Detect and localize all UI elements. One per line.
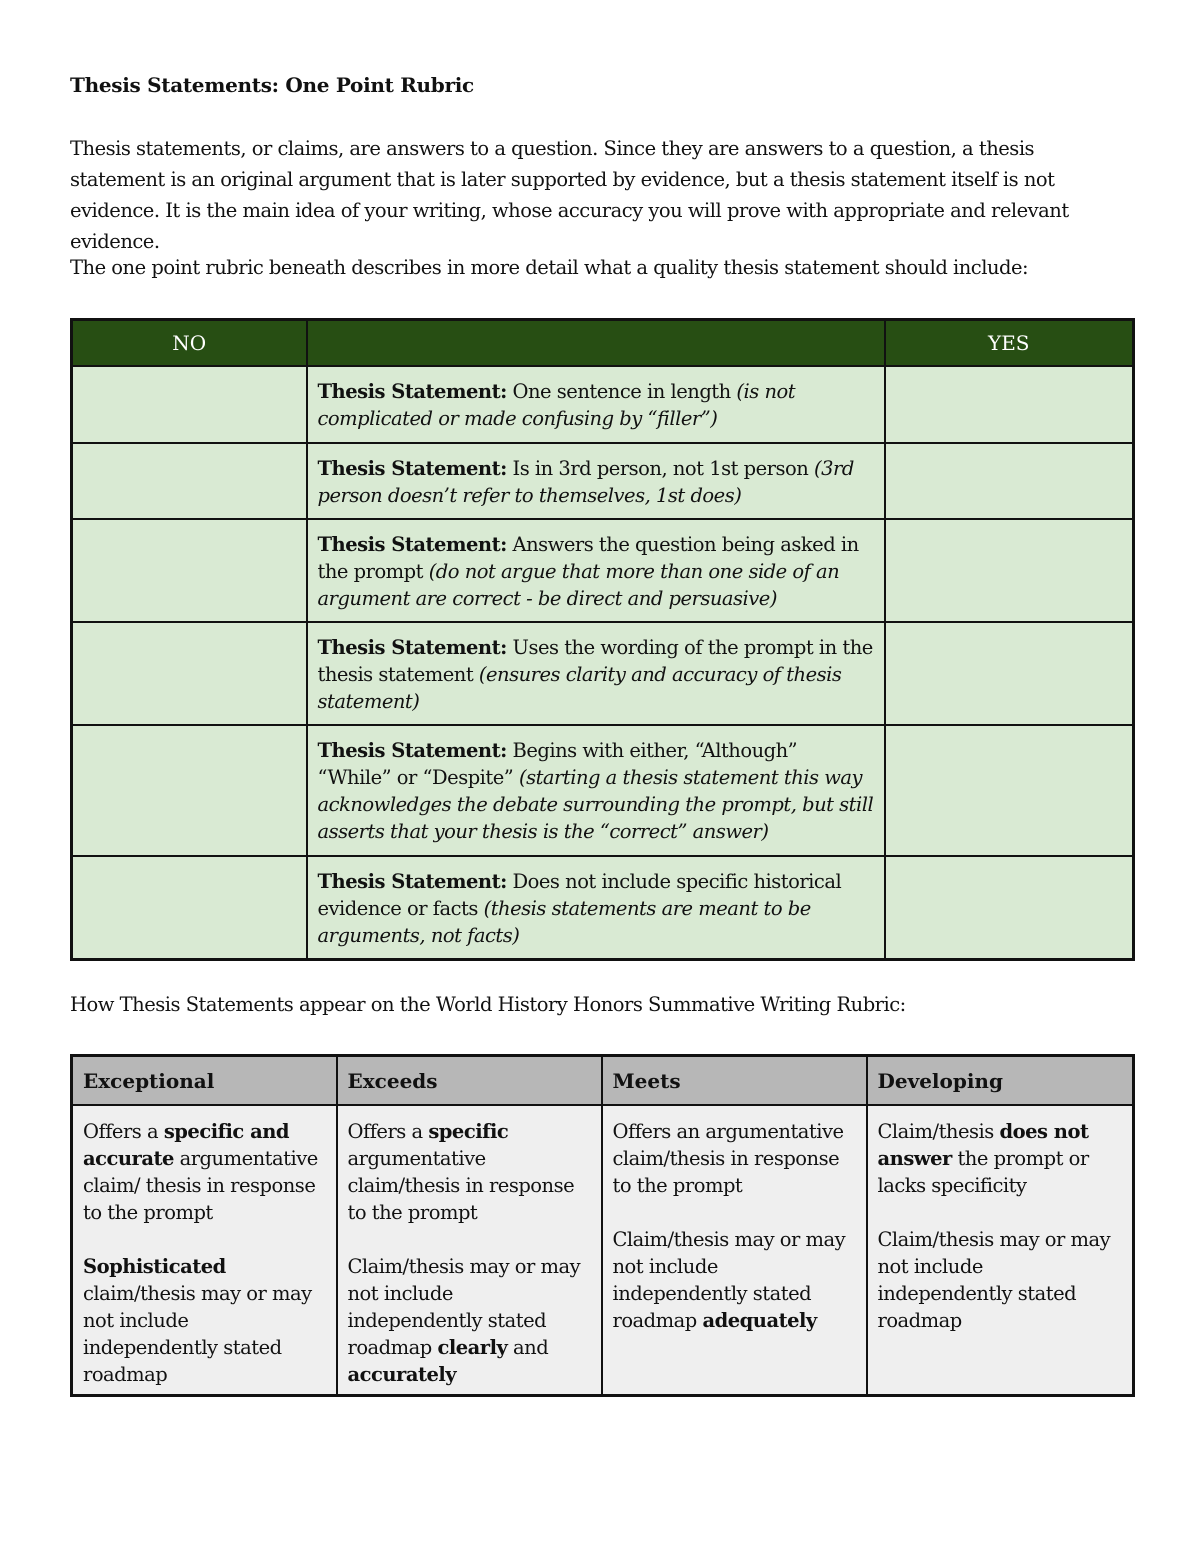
summative-header-row [72,1056,1134,1106]
no-cell[interactable] [72,856,307,959]
meets-claim: Offers an argumentative claim/thesis in response to the prompt [612,1120,844,1197]
no-cell[interactable] [72,366,307,443]
yes-cell[interactable] [885,725,1134,856]
rubric-row [72,622,1134,725]
rubric-row [72,856,1134,959]
yes-cell[interactable] [885,519,1134,622]
criterion-cell [307,725,885,856]
criterion-label: Thesis Statement: [317,870,507,893]
yes-cell[interactable] [885,443,1134,519]
criterion-cell [307,519,885,622]
meets-header: Meets [602,1056,867,1106]
exceptional-header: Exceptional [72,1056,337,1106]
yes-cell[interactable] [885,366,1134,443]
criterion-note: (starting a thesis statement this way acknowledges the debate surrounding the prompt, but still asserts that your thesis is the “correct” answer) [317,766,874,843]
criterion-label: Thesis Statement: [317,636,507,659]
criterion-text: Answers the question being asked in the prompt [317,533,859,583]
criterion-text: One sentence in length [506,380,737,403]
developing-header: Developing [867,1056,1134,1106]
criterion-text: Uses the wording of the prompt in the thesis statement [317,636,873,686]
yes-cell[interactable] [885,622,1134,725]
exceptional-cell [72,1105,337,1396]
criterion-cell [307,622,885,725]
meets-cell [602,1105,867,1396]
exceeds-roadmap: Claim/thesis may or may not include independently stated roadmap clearly and accurately [347,1255,581,1386]
summative-rubric-table [70,1054,1135,1397]
criterion-text: Is in 3rd person, not 1st person [506,457,814,480]
rubric-header-row [72,320,1134,367]
summative-row [72,1105,1134,1396]
exceptional-claim: Offers a specific and accurate argumentative claim/ thesis in response to the prompt [83,1120,318,1224]
criterion-label: Thesis Statement: [317,533,507,556]
summative-rubric-lead: How Thesis Statements appear on the World History Honors Summative Writing Rubric: [70,993,906,1016]
exceeds-claim: Offers a specific argumentative claim/thesis in response to the prompt [347,1120,575,1224]
criterion-note: (thesis statements are meant to be arguments, not facts) [317,897,811,947]
rubric-row [72,366,1134,443]
document-title: Thesis Statements: One Point Rubric [70,73,474,97]
exceeds-header: Exceeds [337,1056,602,1106]
one-point-rubric-table [70,318,1135,961]
no-cell[interactable] [72,622,307,725]
rubric-row [72,443,1134,519]
yes-cell[interactable] [885,856,1134,959]
criterion-label: Thesis Statement: [317,739,507,762]
criterion-cell [307,856,885,959]
developing-roadmap: Claim/thesis may or may not include independently stated roadmap [877,1228,1111,1332]
criterion-note: (3rd person doesn’t refer to themselves, 1st does) [317,457,854,507]
criterion-label: Thesis Statement: [317,380,507,403]
meets-roadmap: Claim/thesis may or may not include independently stated roadmap adequately [612,1228,846,1332]
criterion-text: Begins with either, “Although” “While” or “Despite” [317,739,798,789]
rubric-row [72,519,1134,622]
rubric-lead-text: The one point rubric beneath describes in more detail what a quality thesis statement should include: [70,256,1029,279]
criterion-note: (do not argue that more than one side of an argument are correct - be direct and persuasive) [317,560,840,610]
no-cell[interactable] [72,443,307,519]
criterion-cell [307,443,885,519]
yes-column-header: YES [885,320,1134,367]
criterion-text: Does not include specific historical evidence or facts [317,870,842,920]
intro-paragraph: Thesis statements, or claims, are answers to a question. Since they are answers to a question, a thesis statement is an original argument that is later supported by evidence, but a thesis statement itself is not evidence. It is the main idea of your writing, whose accuracy you will prove with appropriate and relevant evidence. [70,137,1069,253]
criterion-note: (ensures clarity and accuracy of thesis statement) [317,663,842,713]
rubric-row [72,725,1134,856]
criterion-label: Thesis Statement: [317,457,507,480]
no-cell[interactable] [72,725,307,856]
no-column-header: NO [72,320,307,367]
criterion-cell [307,366,885,443]
developing-claim: Claim/thesis does not answer the prompt or lacks specificity [877,1120,1089,1197]
no-cell[interactable] [72,519,307,622]
developing-cell [867,1105,1134,1396]
criterion-note: (is not complicated or made confusing by “filler”) [317,380,796,430]
exceeds-cell [337,1105,602,1396]
exceptional-roadmap: Sophisticated claim/thesis may or may not include independently stated roadmap [83,1255,312,1386]
criteria-column-header [307,320,885,367]
